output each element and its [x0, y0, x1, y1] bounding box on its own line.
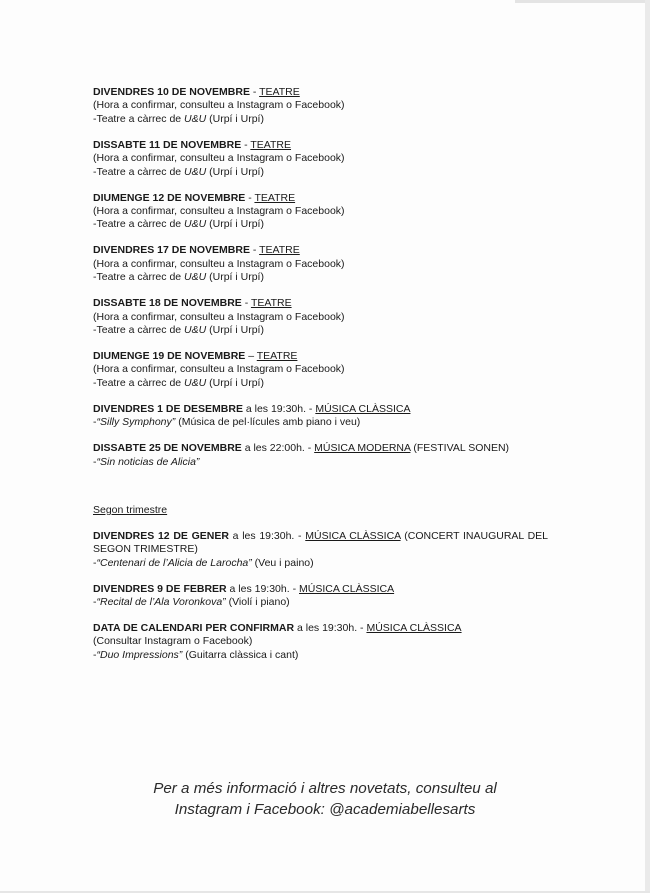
event-detail-suffix: (Violí i piano) — [225, 595, 290, 608]
event-separator: - — [294, 529, 306, 542]
event-category: TEATRE — [250, 138, 292, 151]
event-detail — [93, 557, 548, 570]
event-separator: - — [241, 297, 251, 310]
event-time: a les 19:30h. — [242, 402, 306, 415]
event-separator: - — [289, 582, 299, 595]
event-detail-suffix: (Urpí i Urpí) — [206, 112, 264, 125]
event-detail-prefix: -Teatre a càrrec de — [93, 112, 185, 125]
event-time: a les 19:30h. — [294, 621, 358, 634]
event-separator: - — [249, 86, 260, 98]
event-category: MÚSICA CLÀSSICA — [315, 402, 411, 415]
event-detail-title: U&U — [184, 112, 207, 125]
event-detail-suffix: (Urpí i Urpí) — [206, 165, 264, 178]
event-separator: - — [357, 621, 367, 634]
event-detail — [93, 324, 548, 337]
event-detail — [93, 166, 548, 179]
section-spacer — [93, 482, 548, 504]
event-detail-prefix: - — [93, 556, 97, 569]
event-title-line — [93, 350, 548, 363]
event-title-line — [93, 192, 548, 205]
event-detail-suffix: (Veu i paino) — [251, 556, 314, 569]
event-title-line — [93, 403, 548, 416]
event-date: DISSABTE 11 DE NOVEMBRE — [93, 138, 242, 151]
event-date: DISSABTE 25 DE NOVEMBRE — [93, 442, 242, 455]
event-category: TEATRE — [259, 86, 300, 98]
event-item — [93, 442, 548, 469]
event-detail-title: “Duo Impressions” — [96, 648, 183, 661]
event-detail-title: “Recital de l’Ala Voronkova” — [96, 595, 226, 608]
event-detail-prefix: - — [93, 595, 97, 608]
scan-edge-right — [645, 0, 650, 893]
event-item — [93, 244, 548, 284]
event-separator: - — [304, 442, 315, 455]
event-date: DIUMENGE 12 DE NOVEMBRE — [93, 191, 246, 204]
event-detail-title: U&U — [184, 324, 207, 337]
event-info: (Hora a confirmar, consulteu a Instagram o Facebook) — [93, 99, 345, 112]
event-detail-prefix: -Teatre a càrrec de — [93, 165, 185, 178]
event-item — [93, 86, 548, 126]
event-detail-title: U&U — [184, 376, 207, 389]
event-title-line — [93, 139, 548, 152]
event-detail — [93, 218, 548, 231]
event-note: (CONCERT INAUGURAL DEL SEGON TRIMESTRE) — [93, 529, 549, 556]
event-note: (FESTIVAL SONEN) — [410, 442, 510, 455]
event-detail-prefix: - — [93, 455, 97, 468]
event-detail-suffix: (Urpí i Urpí) — [206, 271, 264, 284]
event-detail-title: “Sin noticias de Alicia” — [96, 455, 200, 468]
event-detail-suffix: (Urpí i Urpí) — [206, 324, 264, 337]
event-title-line — [93, 530, 548, 557]
event-date: DIVENDRES 9 DE FEBRER — [93, 582, 227, 595]
event-title-line — [93, 297, 548, 310]
event-category: MÚSICA CLÀSSICA — [299, 582, 395, 595]
event-category: TEATRE — [254, 191, 296, 204]
event-item — [93, 192, 548, 232]
event-title-line — [93, 583, 548, 596]
event-title-line — [93, 622, 548, 635]
footer-line-1: Per a més informació i altres novetats, consulteu al — [153, 780, 497, 797]
event-time: a les 19:30h. — [226, 582, 290, 595]
event-date: DIVENDRES 17 DE NOVEMBRE — [93, 244, 250, 257]
event-detail-title: “Silly Symphony” — [96, 416, 176, 429]
event-category: MÚSICA CLÀSSICA — [366, 621, 462, 634]
event-detail-suffix: (Urpí i Urpí) — [206, 218, 264, 231]
event-category: TEATRE — [256, 350, 298, 363]
event-category: TEATRE — [259, 244, 300, 257]
first-trimester-events — [93, 86, 548, 469]
event-separator: - — [306, 402, 316, 415]
event-detail-title: “Centenari de l’Alicia de Larocha” — [96, 556, 252, 569]
event-separator: - — [245, 191, 255, 204]
event-info: (Hora a confirmar, consulteu a Instagram o Facebook) — [93, 152, 345, 165]
event-info: (Hora a confirmar, consulteu a Instagram o Facebook) — [93, 257, 345, 270]
event-title-line — [93, 442, 548, 455]
event-detail-prefix: -Teatre a càrrec de — [93, 324, 185, 337]
event-detail-title: U&U — [184, 271, 207, 284]
event-time: a les 19:30h. — [228, 529, 295, 542]
event-date: DIVENDRES 10 DE NOVEMBRE — [93, 86, 250, 98]
event-detail-prefix: - — [93, 648, 97, 661]
event-time: a les 22:00h. — [241, 442, 305, 455]
event-separator: - — [241, 138, 251, 151]
event-detail-prefix: - — [93, 416, 97, 429]
event-detail-prefix: -Teatre a càrrec de — [93, 218, 185, 231]
event-detail — [93, 416, 548, 429]
section-heading: Segon trimestre — [93, 503, 168, 516]
event-item — [93, 403, 548, 430]
event-detail — [93, 271, 548, 284]
event-separator: – — [245, 350, 257, 363]
second-trimester-events — [93, 530, 548, 662]
event-item — [93, 583, 548, 610]
event-detail-suffix: (Urpí i Urpí) — [206, 376, 264, 389]
event-date: DIVENDRES 1 DE DESEMBRE — [93, 402, 243, 415]
event-date: DATA DE CALENDARI PER CONFIRMAR — [93, 621, 295, 634]
event-schedule — [93, 86, 548, 675]
event-info: (Hora a confirmar, consulteu a Instagram o Facebook) — [93, 310, 345, 323]
event-detail-prefix: -Teatre a càrrec de — [93, 376, 185, 389]
event-detail-prefix: -Teatre a càrrec de — [93, 271, 185, 284]
event-item — [93, 530, 548, 570]
event-detail-title: U&U — [184, 165, 207, 178]
event-detail-suffix: (Guitarra clàssica i cant) — [182, 648, 299, 661]
event-title-line — [93, 86, 548, 99]
event-item — [93, 350, 548, 390]
event-info: (Consultar Instagram o Facebook) — [93, 635, 253, 648]
event-item — [93, 622, 548, 662]
event-category: MÚSICA MODERNA — [314, 442, 411, 455]
event-detail-title: U&U — [184, 218, 207, 231]
event-separator: - — [249, 244, 260, 257]
footer-note — [100, 778, 550, 820]
event-detail — [93, 456, 548, 469]
event-detail — [93, 596, 548, 609]
event-detail-suffix: (Música de pel·lícules amb piano i veu) — [175, 416, 361, 429]
event-category: MÚSICA CLÀSSICA — [305, 529, 401, 542]
event-item — [93, 297, 548, 337]
event-date: DIVENDRES 12 DE GENER — [93, 529, 229, 542]
event-title-line — [93, 244, 548, 257]
footer-line-2: Instagram i Facebook: @academiabellesarts — [174, 801, 476, 818]
event-date: DISSABTE 18 DE NOVEMBRE — [93, 297, 242, 310]
scan-edge-top — [515, 0, 650, 3]
event-info: (Hora a confirmar, consulteu a Instagram o Facebook) — [93, 363, 345, 376]
event-date: DIUMENGE 19 DE NOVEMBRE — [93, 350, 246, 363]
event-detail — [93, 377, 548, 390]
event-detail — [93, 113, 548, 126]
event-info: (Hora a confirmar, consulteu a Instagram o Facebook) — [93, 205, 345, 218]
event-category: TEATRE — [250, 297, 292, 310]
event-item — [93, 139, 548, 179]
event-detail — [93, 649, 548, 662]
